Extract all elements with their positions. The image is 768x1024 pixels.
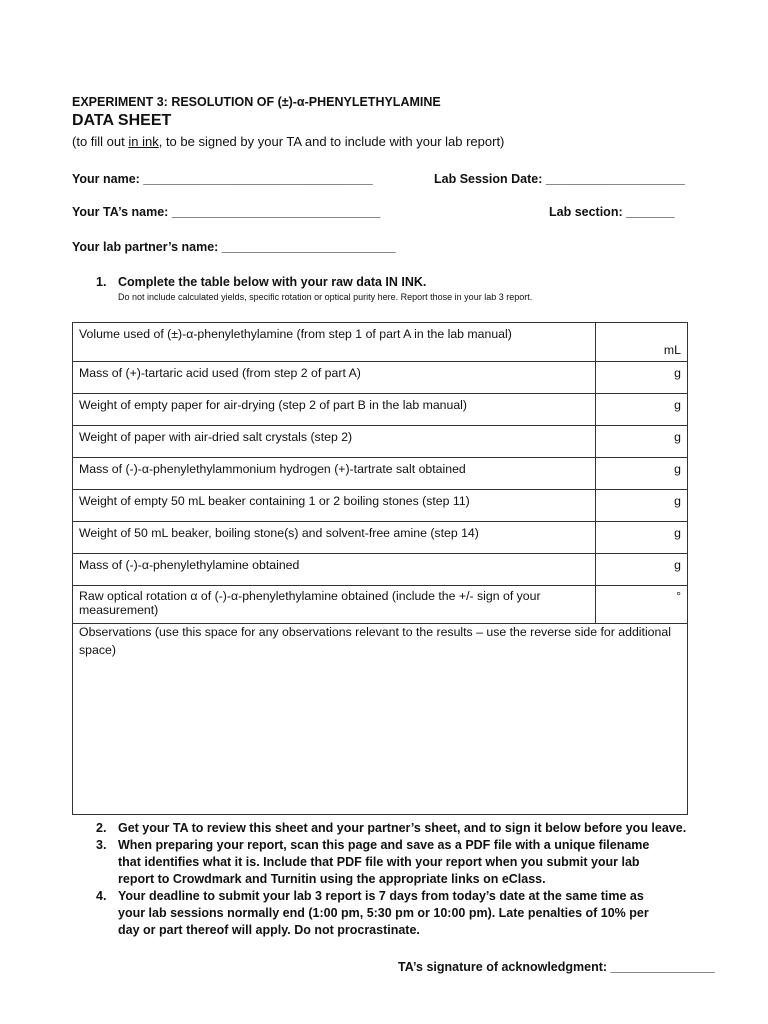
row-unit-cell[interactable]: g [596,394,688,426]
table-row [73,490,688,522]
step-text: When preparing your report, scan this page and save as a PDF file with a unique filename that identifies what it is. Include that PDF file with your report when you submit your lab report to Crowdmark and Turnitin using the appropriate links on eClass. [118,838,650,886]
row-label: Raw optical rotation α of (-)-α-phenylethylamine obtained (include the +/- sign of your measurement) [73,586,596,624]
row-unit-cell[interactable]: mL [596,323,688,362]
step-1-instruction: Complete the table below with your raw data IN INK. [118,275,427,289]
step-1-note: Do not include calculated yields, specific rotation or optical purity here. Report those in your lab 3 report. [118,292,533,302]
experiment-title: EXPERIMENT 3: RESOLUTION OF (±)-α-PHENYLETHYLAMINE [72,95,441,109]
table-row [73,394,688,426]
subtitle-underlined: in ink [128,134,159,149]
row-unit-cell[interactable]: g [596,522,688,554]
partner-name-field[interactable]: Your lab partner’s name: _________________________ [72,240,396,254]
step-number: 3. [96,838,107,852]
step-1-number: 1. [96,275,107,289]
subtitle-start: (to fill out [72,134,129,149]
list-item [72,837,672,888]
row-unit-cell[interactable]: g [596,458,688,490]
step-number: 2. [96,821,107,835]
row-unit-cell[interactable]: g [596,362,688,394]
list-item [72,820,687,837]
ta-name-field[interactable]: Your TA’s name: ______________________________ [72,205,381,219]
row-unit-cell[interactable]: g [596,554,688,586]
instruction-steps [72,820,687,939]
raw-data-table [72,322,688,815]
row-unit-cell[interactable]: g [596,490,688,522]
row-label: Weight of empty paper for air-drying (step 2 of part B in the lab manual) [73,394,596,426]
sheet-title: DATA SHEET [72,112,172,129]
row-label: Mass of (-)-α-phenylethylamine obtained [73,554,596,586]
step-number: 4. [96,889,107,903]
observations-row [73,624,688,815]
subtitle [72,134,504,149]
row-label: Mass of (+)-tartaric acid used (from step 2 of part A) [73,362,596,394]
row-label: Weight of paper with air-dried salt crystals (step 2) [73,426,596,458]
observations-cell[interactable]: Observations (use this space for any observations relevant to the results – use the reverse side for additional space) [73,624,688,815]
subtitle-end: , to be signed by your TA and to include with your lab report) [158,134,505,149]
row-unit-cell[interactable]: g [596,426,688,458]
your-name-field[interactable]: Your name: _________________________________ [72,172,373,186]
row-unit-cell[interactable]: ° [596,586,688,624]
table-row [73,362,688,394]
table-row [73,586,688,624]
step-text: Get your TA to review this sheet and your partner’s sheet, and to sign it below before you leave. [118,821,687,835]
table-row [73,426,688,458]
row-label: Mass of (-)-α-phenylethylammonium hydrogen (+)-tartrate salt obtained [73,458,596,490]
list-item [72,888,672,939]
row-label: Weight of 50 mL beaker, boiling stone(s) and solvent-free amine (step 14) [73,522,596,554]
row-label: Weight of empty 50 mL beaker containing 1 or 2 boiling stones (step 11) [73,490,596,522]
lab-session-date-field[interactable]: Lab Session Date: ____________________ [434,172,685,186]
step-text: Your deadline to submit your lab 3 report is 7 days from today’s date at the same time as your lab sessions normally end (1:00 pm, 5:30 pm or 10:00 pm). Late penalties of 10% per day or part thereof will apply. Do not procrastinate. [118,889,649,937]
table-row [73,323,688,362]
table-row [73,554,688,586]
table-row [73,458,688,490]
ta-signature-line[interactable]: TA’s signature of acknowledgment: _______________ [398,960,715,974]
table-row [73,522,688,554]
row-label: Volume used of (±)-α-phenylethylamine (from step 1 of part A in the lab manual) [73,323,596,362]
lab-section-field[interactable]: Lab section: _______ [549,205,675,219]
